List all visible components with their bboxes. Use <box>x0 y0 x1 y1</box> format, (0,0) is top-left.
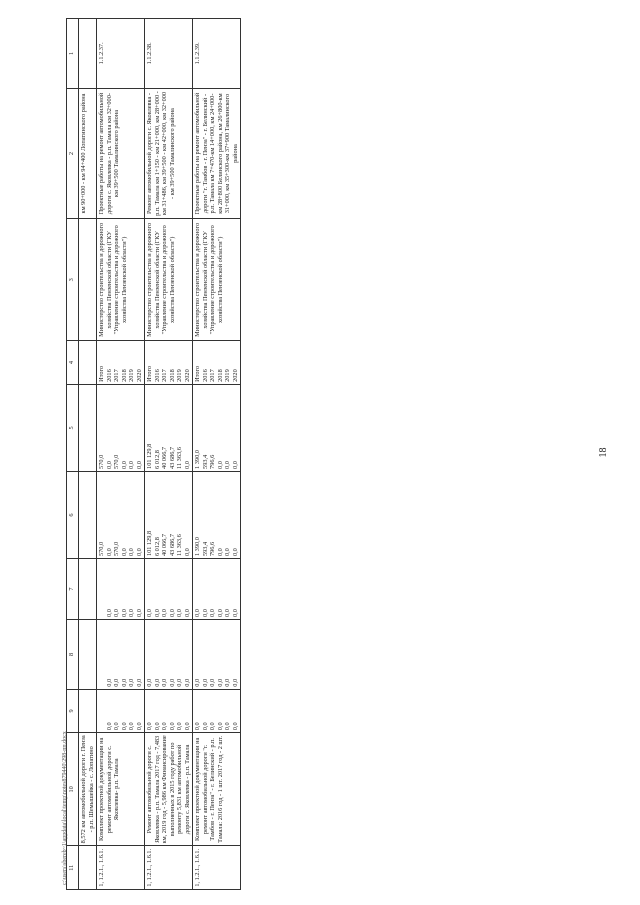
cell-line <box>98 561 106 617</box>
measure-cell: км 90+000 - км 94+400 Лопатинского района <box>79 88 97 219</box>
col9-cell <box>97 689 145 733</box>
col5-cell <box>145 384 193 471</box>
cell-line: 0,0 <box>135 461 143 469</box>
page-number: 18 <box>598 447 609 458</box>
col9-cell <box>79 689 97 733</box>
cell-line: 0,0 <box>105 461 113 469</box>
cell-line: 0,0 <box>135 678 143 687</box>
cell-line: 0,0 <box>120 609 128 618</box>
cell-line: 0,0 <box>128 548 135 557</box>
cell-line: 0,0 <box>224 548 231 557</box>
column-number: 10 <box>67 733 79 846</box>
cell-line: 0,0 <box>161 678 168 687</box>
col8-cell <box>79 620 97 690</box>
cell-line: 2019 <box>128 369 135 382</box>
table-row <box>97 19 145 890</box>
cell-line: 40 066,7 <box>161 534 168 557</box>
result-cell: Комплект проектной документации на ремонт автомобильной дороги "г. Тамбов - г. Пенза" - г. Белинский - р.п. Тамала: 2016 год - 1 шт. 2017 год - 2 шт. <box>193 733 241 846</box>
cell-line: 2020 <box>135 369 143 382</box>
cell-line: 593,4 <box>201 541 209 557</box>
cell-line: 2020 <box>231 369 239 382</box>
cell-line: 0,0 <box>153 609 161 618</box>
cell-line: 2019 <box>224 369 231 382</box>
cell-line: 0,0 <box>176 722 183 731</box>
column-number: 8 <box>67 620 79 690</box>
cell-line: 0,0 <box>105 678 113 687</box>
cell-line: 0,0 <box>161 609 168 618</box>
column-number: 3 <box>67 219 79 341</box>
cell-line: 0,0 <box>201 609 209 618</box>
column-number: 5 <box>67 384 79 471</box>
cell-line: 0,0 <box>105 609 113 618</box>
cell-line: 570,0 <box>113 454 120 469</box>
result-cell: Ремонт автомобильной дороги с. Яковлевка - р.п. Тамала 2017 год - 7,483 км, 2019 год - 5,986 км Финансирование выполненных в 2015 году работ по ремонту 5,831 км автомобильной дороги с. Яковлевка - р.п. Тамала <box>145 733 193 846</box>
number-cell: 1.1.2.39. <box>193 19 241 89</box>
cell-line: 0,0 <box>183 548 191 557</box>
col9-cell <box>193 689 241 733</box>
cell-line: 0,0 <box>194 609 201 618</box>
cell-line: 0,0 <box>120 678 128 687</box>
cell-line: 0,0 <box>176 609 183 618</box>
cell-line: 0,0 <box>168 722 176 731</box>
cell-line: 2016 <box>105 369 113 382</box>
cell-line: 1 390,0 <box>194 450 201 469</box>
cell-line: 2017 <box>209 369 216 382</box>
cell-line: 0,0 <box>224 461 231 469</box>
year-cell <box>145 341 193 385</box>
cell-line: 11 363,6 <box>176 447 183 469</box>
measure-cell: Ремонт автомобильной дороги с. Яковлевка - р.п. Тамала км 1+150 - км 21+000, км 28+000 - км 31+486, км 39+500 - км 42+000, км 32+000 - км 39+500 Тамалинского района <box>145 88 193 219</box>
cell-line: 570,0 <box>98 541 105 557</box>
cell-line: 0,0 <box>224 722 231 731</box>
executor-cell: Министерство строительства и дорожного хозяйства Пензенской области (ГКУ "Управление строительства и дорожного хозяйства Пензенской области") <box>193 219 241 341</box>
cell-line: Итого <box>146 365 153 382</box>
cell-line: 0,0 <box>113 722 120 731</box>
cell-line: 2017 <box>113 369 120 382</box>
cell-line: 6 012,8 <box>153 537 161 557</box>
col6-cell <box>79 471 97 558</box>
cell-line: 0,0 <box>146 678 153 687</box>
cell-line: 0,0 <box>209 722 216 731</box>
result-cell: 8,572 км автомобильной дороги г. Пенза - р.п. Шемышейка - с. Лопатино <box>79 733 97 846</box>
cell-line: 0,0 <box>231 678 239 687</box>
cell-line <box>98 622 106 687</box>
cell-line: 2017 <box>161 369 168 382</box>
cell-line: 43 686,7 <box>168 534 176 557</box>
year-cell <box>79 341 97 385</box>
cell-line: 0,0 <box>113 609 120 618</box>
cell-line: 0,0 <box>201 722 209 731</box>
footer-file-path: c:\users\sbereb~1\appdata\local\temp\notes879440\298-пп.docx <box>62 731 68 885</box>
cell-line: 0,0 <box>216 548 224 557</box>
executor-cell <box>79 219 97 341</box>
cell-line: 0,0 <box>161 722 168 731</box>
year-cell <box>193 341 241 385</box>
measure-cell: Проектные работы на ремонт автомобильной дороги с. Яковлевка - р.п. Тамала км 32+000-км 39+500 Тамалинского района <box>97 88 145 219</box>
measure-cell: Проектные работы на ремонт автомобильной дороги "г. Тамбов - г. Пенза" - г. Белинский - р.п. Тамала км 7+470-км 14+000, км 24+000-км 28+800 Белинского района, км 26+800-км 31+000, км 35+300-км 37+900 Тамалинского района <box>193 88 241 219</box>
cell-line: 101 129,8 <box>146 530 153 557</box>
cell-line: 1 390,0 <box>194 537 201 557</box>
cell-line: 0,0 <box>209 609 216 618</box>
col5-cell <box>193 384 241 471</box>
cell-line: 796,6 <box>209 541 216 557</box>
year-cell <box>97 341 145 385</box>
cell-line: 11 363,6 <box>176 534 183 557</box>
cell-line: 796,6 <box>209 454 216 469</box>
cell-line: 0,0 <box>231 548 239 557</box>
cell-line: 2020 <box>183 369 191 382</box>
cell-line: 0,0 <box>120 548 128 557</box>
cell-line: 0,0 <box>194 722 201 731</box>
cell-line: 0,0 <box>168 678 176 687</box>
cell-line: 0,0 <box>183 461 191 469</box>
cell-line <box>98 692 106 731</box>
cell-line: 593,4 <box>201 454 209 469</box>
cell-line: 43 686,7 <box>168 446 176 469</box>
cell-line: 40 066,7 <box>161 446 168 469</box>
cell-line: 0,0 <box>120 461 128 469</box>
cell-line: 0,0 <box>231 609 239 618</box>
col5-cell <box>97 384 145 471</box>
column-number: 4 <box>67 341 79 385</box>
result-cell: Комплект проектной документации на ремонт автомобильной дороги с. Яковлевка- р.п. Тамала <box>97 733 145 846</box>
cell-line: 0,0 <box>183 609 191 618</box>
col8-cell <box>97 620 145 690</box>
cell-line: 0,0 <box>168 609 176 618</box>
cell-line: 0,0 <box>183 678 191 687</box>
cell-line: 0,0 <box>216 609 224 618</box>
column-number: 2 <box>67 88 79 219</box>
cell-line: 0,0 <box>231 722 239 731</box>
table-row <box>79 19 97 890</box>
column-number: 9 <box>67 689 79 733</box>
cell-line: 0,0 <box>135 609 143 618</box>
indicator-cell: 1, 1.2.1., 1.6.1. <box>97 846 145 890</box>
col7-cell <box>193 559 241 620</box>
column-number: 1 <box>67 19 79 89</box>
cell-line: 0,0 <box>146 609 153 618</box>
cell-line: 0,0 <box>216 678 224 687</box>
table-row <box>193 19 241 890</box>
col8-cell <box>193 620 241 690</box>
cell-line: 2016 <box>201 369 209 382</box>
number-cell: 1.1.2.37. <box>97 19 145 89</box>
cell-line: 0,0 <box>201 678 209 687</box>
program-table <box>66 18 241 890</box>
cell-line: 0,0 <box>153 722 161 731</box>
cell-line: 0,0 <box>135 548 143 557</box>
col7-cell <box>145 559 193 620</box>
col6-cell <box>97 471 145 558</box>
cell-line: 0,0 <box>113 678 120 687</box>
column-number: 6 <box>67 471 79 558</box>
cell-line: 570,0 <box>98 454 105 469</box>
cell-line: Итого <box>98 365 105 382</box>
col9-cell <box>145 689 193 733</box>
cell-line: 0,0 <box>183 722 191 731</box>
cell-line: 0,0 <box>194 678 201 687</box>
cell-line: 0,0 <box>224 609 231 618</box>
column-number-row <box>67 19 79 890</box>
cell-line: 0,0 <box>128 609 135 618</box>
cell-line: 101 129,8 <box>146 443 153 469</box>
indicator-cell <box>79 846 97 890</box>
cell-line: 0,0 <box>135 722 143 731</box>
executor-cell: Министерство строительства и дорожного хозяйства Пензенской области (ГКУ "Управление строительства и дорожного хозяйства Пензенской области") <box>145 219 193 341</box>
cell-line: 0,0 <box>105 722 113 731</box>
cell-line: 0,0 <box>120 722 128 731</box>
table-row <box>145 19 193 890</box>
col7-cell <box>79 559 97 620</box>
cell-line: 0,0 <box>216 722 224 731</box>
cell-line: 0,0 <box>231 461 239 469</box>
cell-line: 0,0 <box>128 722 135 731</box>
cell-line: 2016 <box>153 369 161 382</box>
cell-line: 0,0 <box>176 678 183 687</box>
cell-line: 2018 <box>216 369 224 382</box>
col5-cell <box>79 384 97 471</box>
col6-cell <box>145 471 193 558</box>
column-number: 7 <box>67 559 79 620</box>
cell-line: 6 012,8 <box>153 450 161 469</box>
col6-cell <box>193 471 241 558</box>
cell-line: 0,0 <box>209 678 216 687</box>
number-cell <box>79 19 97 89</box>
cell-line: 2018 <box>168 369 176 382</box>
cell-line: 0,0 <box>224 678 231 687</box>
indicator-cell: 1, 1.2.1., 1.6.1. <box>145 846 193 890</box>
cell-line: 0,0 <box>128 678 135 687</box>
cell-line: 0,0 <box>216 461 224 469</box>
cell-line: 570,0 <box>113 541 120 557</box>
number-cell: 1.1.2.38. <box>145 19 193 89</box>
cell-line: 0,0 <box>105 548 113 557</box>
col8-cell <box>145 620 193 690</box>
cell-line: 0,0 <box>153 678 161 687</box>
cell-line: 0,0 <box>128 461 135 469</box>
cell-line: 2018 <box>120 369 128 382</box>
col7-cell <box>97 559 145 620</box>
cell-line: 2019 <box>176 369 183 382</box>
cell-line: 0,0 <box>146 722 153 731</box>
column-number: 11 <box>67 846 79 890</box>
cell-line: Итого <box>194 365 201 382</box>
executor-cell: Министерство строительства и дорожного хозяйства Пензенской области (ГКУ "Управление строительства и дорожного хозяйства Пензенской области") <box>97 219 145 341</box>
indicator-cell: 1, 1.2.1., 1.6.1. <box>193 846 241 890</box>
